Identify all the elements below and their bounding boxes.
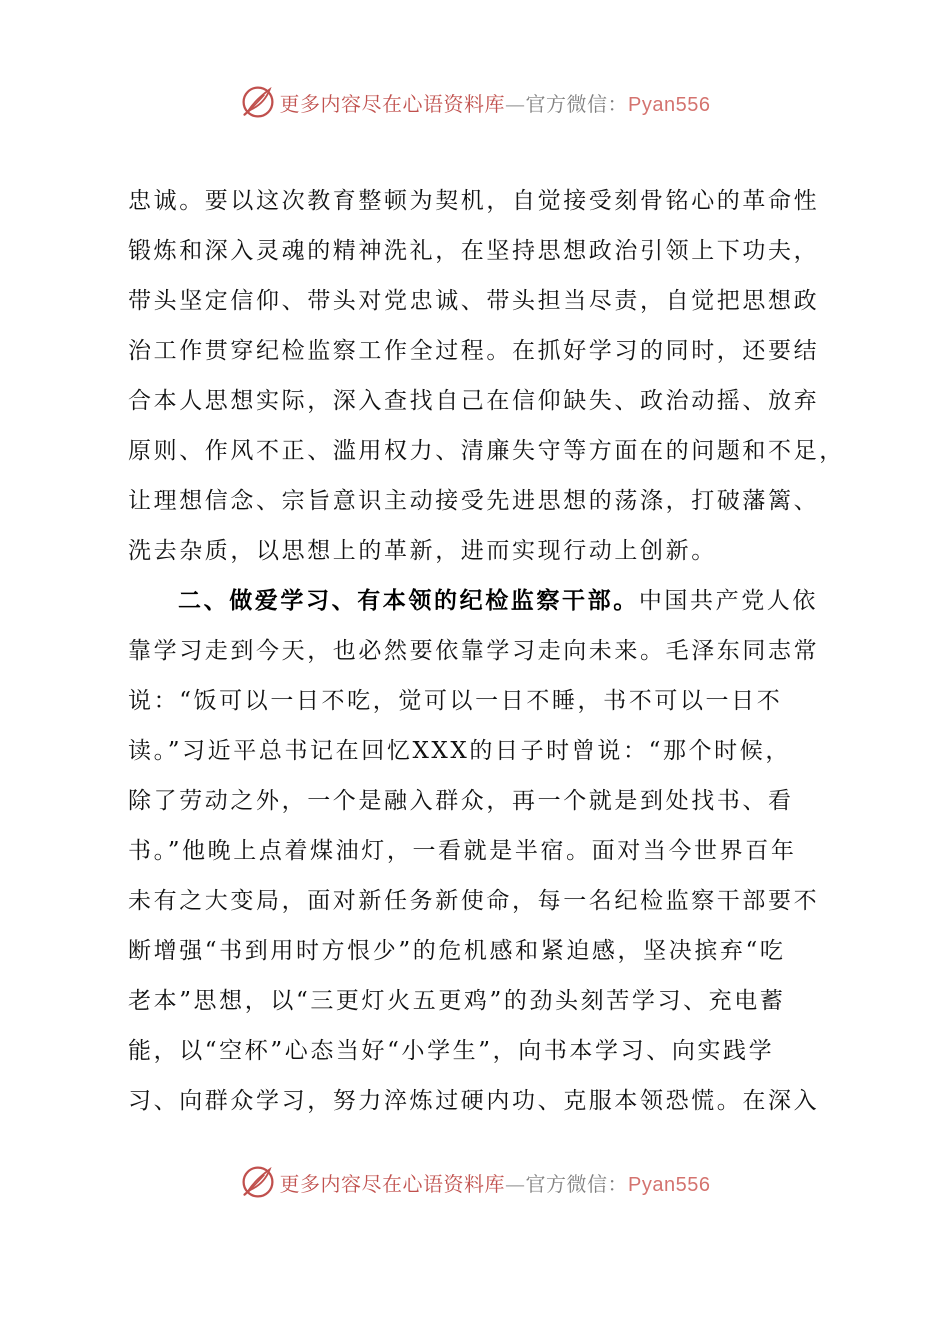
paragraph-line: 靠学习走到今天，也必然要依靠学习走向未来。毛泽东同志常 — [128, 638, 820, 664]
watermark-site-text: 更多内容尽在心语资料库 — [279, 1171, 506, 1196]
document-body — [128, 176, 845, 1126]
paragraph-line: 书。”他晚上点着煤油灯，一看就是半宿。面对当今世界百年 — [128, 838, 797, 864]
paragraph-line: 能，以“空杯”心态当好“小学生”，向书本学习、向实践学 — [128, 1038, 775, 1064]
quill-pen-logo-icon — [240, 84, 276, 120]
paragraph-line: 断增强“书到用时方恨少”的危机感和紧迫感，坚决摈弃“吃 — [128, 938, 786, 964]
quill-pen-logo-icon — [240, 1164, 276, 1200]
paragraph-line: 合本人思想实际，深入查找自己在信仰缺失、政治动摇、放弃 — [128, 388, 820, 414]
paragraph-line: 未有之大变局，面对新任务新使命，每一名纪检监察干部要不 — [128, 888, 820, 914]
watermark-wechat-id: Pyan556 — [628, 1173, 711, 1196]
watermark-site-text: 更多内容尽在心语资料库 — [279, 91, 506, 116]
watermark-wechat-label: 官方微信： — [525, 91, 629, 116]
watermark-content — [240, 1164, 711, 1200]
watermark-wechat-label: 官方微信： — [525, 1171, 629, 1196]
paragraph-line: 洗去杂质，以思想上的革新，进而实现行动上创新。 — [128, 538, 717, 564]
watermark-dash: — — [505, 1171, 526, 1196]
watermark-wechat-id: Pyan556 — [628, 93, 711, 116]
paragraph-line: 锻炼和深入灵魂的精神洗礼，在坚持思想政治引领上下功夫， — [128, 238, 820, 264]
watermark-text — [280, 1168, 711, 1197]
watermark-dash: — — [505, 91, 526, 116]
watermark-content — [240, 84, 711, 120]
paragraph-text: 中国共产党人依 — [638, 588, 819, 614]
paragraph-line: 老本”思想，以“三更灯火五更鸡”的劲头刻苦学习、充电蓄 — [128, 988, 786, 1014]
section-heading-line — [128, 576, 832, 626]
footer-watermark-banner — [0, 1162, 950, 1202]
paragraph-line: 说：“饭可以一日不吃，觉可以一日不睡，书不可以一日不 — [128, 688, 783, 714]
paragraph-line: 原则、作风不正、滥用权力、清廉失守等方面在的问题和不足， — [128, 438, 845, 464]
paragraph-line: 治工作贯穿纪检监察工作全过程。在抓好学习的同时，还要结 — [128, 338, 820, 364]
section-heading: 二、做爱学习、有本领的纪检监察干部。 — [178, 587, 639, 614]
paragraph-line: 习、向群众学习，努力淬炼过硬内功、克服本领恐慌。在深入 — [128, 1088, 820, 1114]
paragraph-line: 忠诚。要以这次教育整顿为契机，自觉接受刻骨铭心的革命性 — [128, 188, 820, 214]
paragraph-line: 除了劳动之外，一个是融入群众，再一个就是到处找书、看 — [128, 788, 794, 814]
paragraph-line: 读。”习近平总书记在回忆XXX的日子时曾说：“那个时候， — [128, 738, 791, 764]
header-watermark-banner — [0, 82, 950, 122]
paragraph-line: 让理想信念、宗旨意识主动接受先进思想的荡涤，打破藩篱、 — [128, 488, 820, 514]
paragraph-line: 带头坚定信仰、带头对党忠诚、带头担当尽责，自觉把思想政 — [128, 288, 820, 314]
watermark-text — [280, 88, 711, 117]
